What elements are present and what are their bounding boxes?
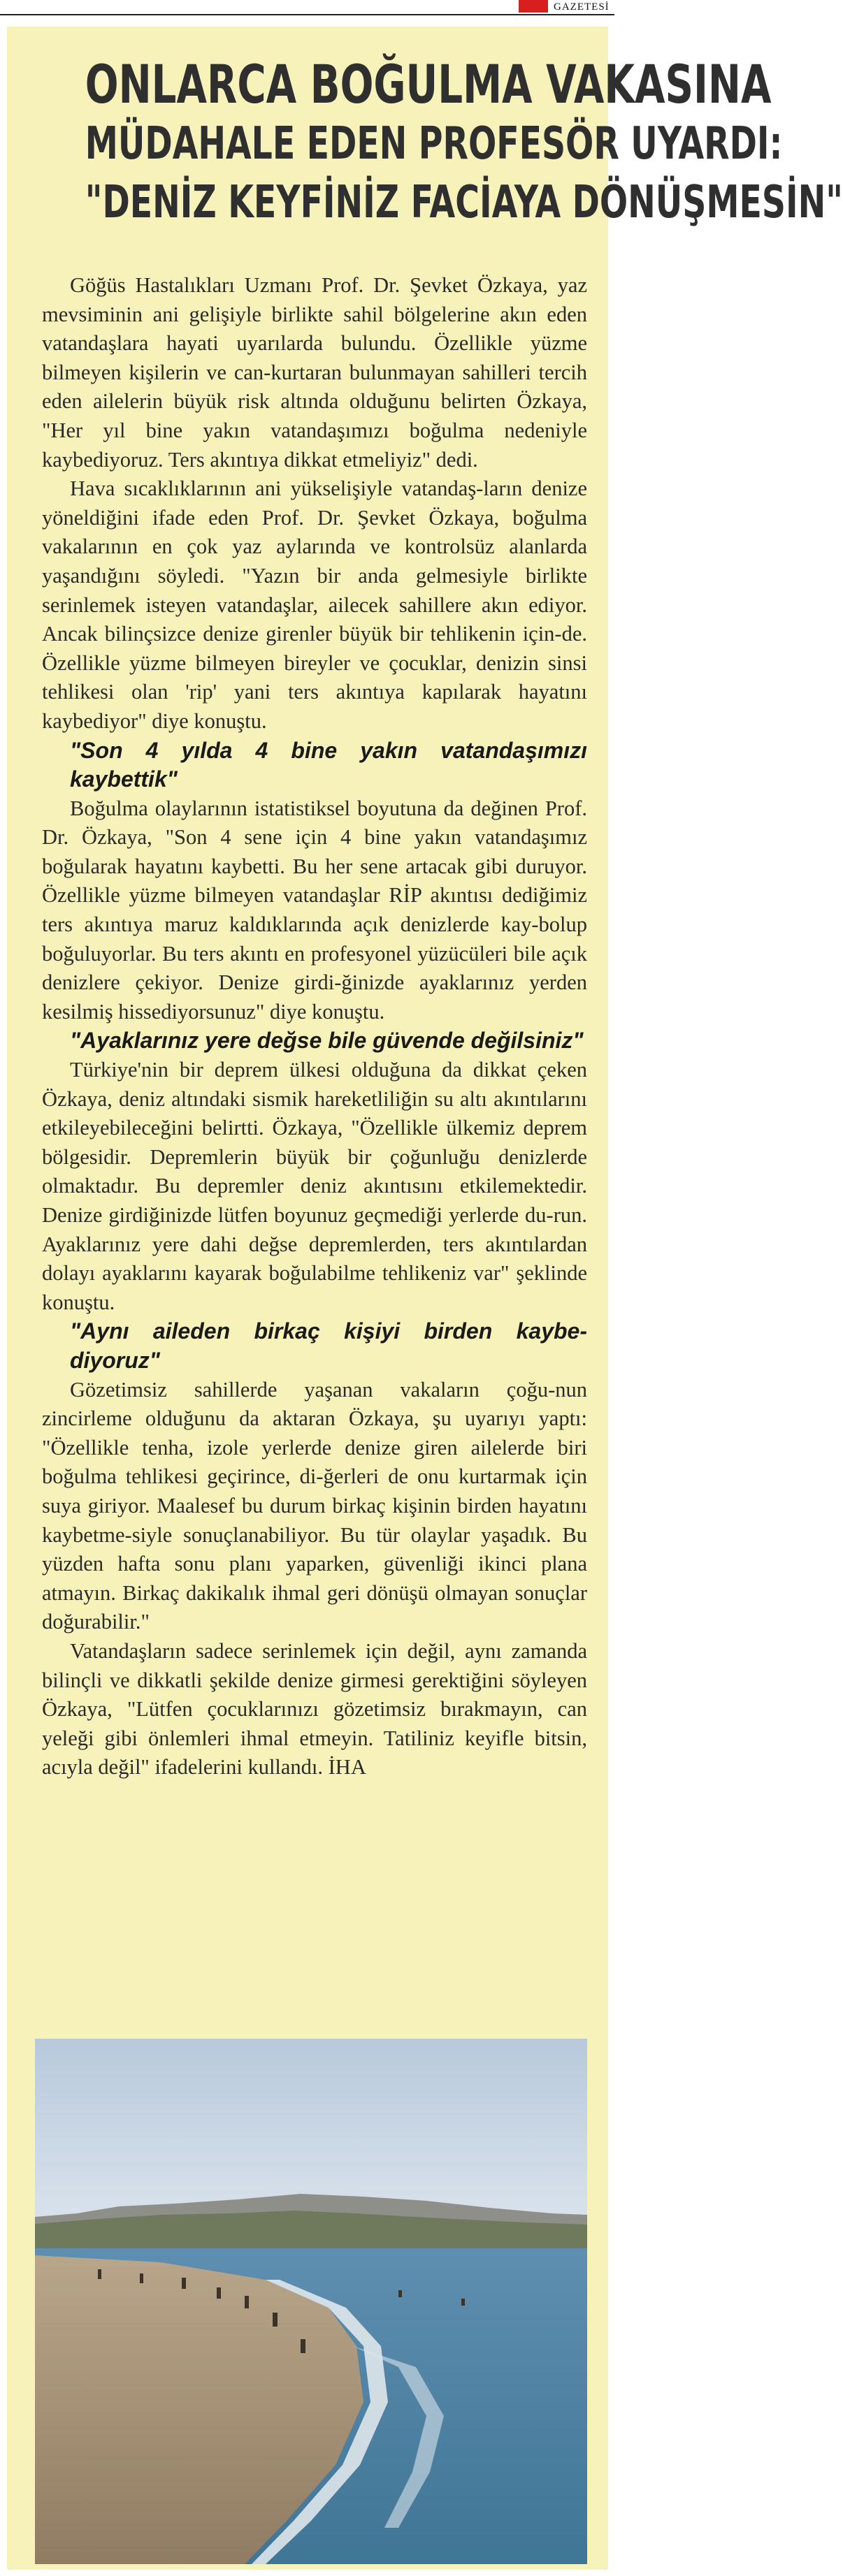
article-clipping <box>7 27 843 2570</box>
subheading-2: "Ayaklarınız yere değse bile güvende değilsiniz" <box>70 1028 584 1054</box>
headline-line-1: ONLARCA BOĞULMA VAKASINA <box>85 53 772 115</box>
paragraph-5: Gözetimsiz sahillerde yaşanan vakaların çoğu-nun zincirleme olduğunu da aktaran Özkaya, şu uyarıyı yaptı: "Özellikle tenha, izole yerlerde denize giren ailelerde biri boğulma tehlikesi geçirince, di-ğerleri de onu kurtarmak için suya giriyor. Maalesef bu durum birkaç kişinin birden hayatını kaybetme-siyle sonuçlanabiliyor. Bu tür olaylar yaşadık. Bu yüzden hafta sonu planı yaparken, güvenliği ikinci plana atmayın. Birkaç dakikalık ihmal geri dönüşü olmayan sonuçlar doğurabilir." <box>42 1377 587 1634</box>
masthead-gazete-label: GAZETESİ <box>554 1 610 13</box>
subheading-3: "Aynı aileden birkaç kişiyi birden kaybe-diyoruz" <box>70 1318 587 1373</box>
article-headline <box>85 53 843 232</box>
subheading-1: "Son 4 yılda 4 bine yakın vatandaşımızı kaybettik" <box>70 737 587 792</box>
headline-line-3: "DENİZ KEYFİNİZ FACİAYA DÖNÜŞMESİN" <box>85 177 843 228</box>
paragraph-2: Hava sıcaklıklarının ani yükselişiyle vatandaş-ların denize yöneldiğini ifade eden Prof. Dr. Şevket Özkaya, boğulma vakalarının en çok yaz aylarında ve kontrolsüz alanlarda yaşandığını söyledi. "Yazın bir anda gelmesiyle birlikte serinlemek isteyen vatandaşlar, ailecek sahillere akın ediyor. Ancak bilinçsizce denize girenler büyük bir tehlikenin için-de. Özellikle yüzme bilmeyen bireyler ve çocuklar, denizin sinsi tehlikesi olan 'rip' yani ters akıntıya kapılarak hayatını kaybediyor" diye konuştu. <box>42 476 587 733</box>
beach-photo <box>35 2039 587 2564</box>
paragraph-3: Boğulma olaylarının istatistiksel boyutuna da değinen Prof. Dr. Özkaya, "Son 4 sene için 4 bine yakın vatandaşımız boğularak hayatını kaybetti. Bu her sene artacak gibi duruyor. Özellikle yüzme bilmeyen vatandaşlar RİP akıntısı dediğimiz ters akıntıya maruz kaldıklarında açık denizlerde kay-bolup boğuluyorlar. Bu ters akıntı en profesyonel yüzücüleri bile açık denizlere çekiyor. Denize girdi-ğinizde ayaklarınız yerden kesilmiş hissediyorsunuz" diye konuştu. <box>42 796 587 1024</box>
article-body <box>42 271 587 1782</box>
newspaper-logo-mark <box>519 0 548 13</box>
paragraph-4: Türkiye'nin bir deprem ülkesi olduğuna da dikkat çeken Özkaya, deniz altındaki sismik hareketliliğin su altı akıntılarını etkileyebileceğini belirtti. Özkaya, "Özellikle ülkemiz deprem bölgesidir. Depremlerin büyük bir çoğunluğu denizlerde olmaktadır. Bu depremler deniz akıntısını etkilemektedir. Denize girdiğinizde lütfen boyunuz geçmediği yerlerde du-run. Ayaklarınız yere dahi değse depremlerden, ters akıntılardan dolayı ayaklarını kayarak boğulabilme tehlikeniz var" şeklinde konuştu. <box>42 1058 587 1314</box>
masthead-rule <box>0 14 614 15</box>
masthead <box>0 0 614 18</box>
headline-line-2: MÜDAHALE EDEN PROFESÖR UYARDI: <box>85 118 783 170</box>
beach-photo-illustration <box>35 2039 587 2564</box>
paragraph-6: Vatandaşların sadece serinlemek için değil, aynı zamanda bilinçli ve dikkatli şekilde denize girmesi gerektiğini söyleyen Özkaya, "Lütfen çocuklarınızı gözetimsiz bırakmayın, can yeleği gibi önlemleri ihmal etmeyin. Tatiliniz keyifle bitsin, acıyla değil" ifadelerini kullandı. İHA <box>42 1638 587 1780</box>
paragraph-1: Göğüs Hastalıkları Uzmanı Prof. Dr. Şevket Özkaya, yaz mevsiminin ani gelişiyle birlikte sahil bölgelerine akın eden vatandaşlara hayati uyarılarda bulundu. Özellikle yüzme bilmeyen kişilerin ve can-kurtaran bulunmayan sahilleri tercih eden ailelerin büyük risk altında olduğunu belirten Özkaya, "Her yıl bine yakın vatandaşımızı boğulma nedeniyle kaybediyoruz. Ters akıntıya dikkat etmeliyiz" dedi. <box>42 273 587 472</box>
